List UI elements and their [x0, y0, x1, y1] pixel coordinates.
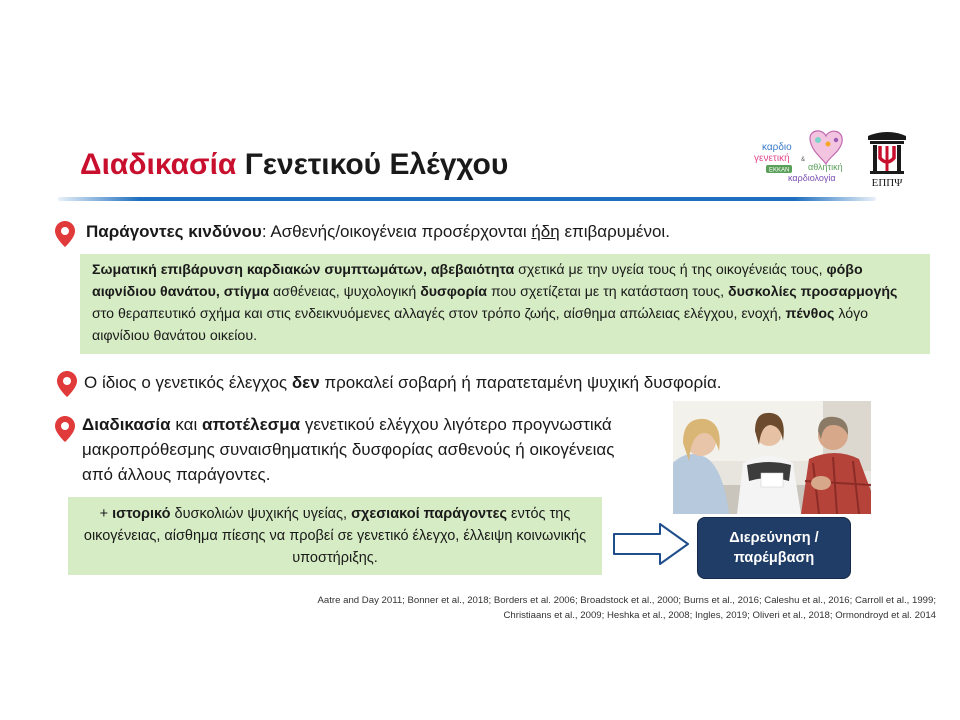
location-pin-icon [57, 371, 77, 397]
box2-text-1: δυσκολιών ψυχικής υγείας, [170, 506, 352, 522]
kardio-line2b: & [801, 157, 806, 163]
bullet1-text-b: επιβαρυμένοι. [559, 222, 670, 241]
location-pin-icon [55, 221, 75, 247]
bullet3-bold-1: Διαδικασία [82, 415, 171, 434]
bullet1-text-a: : Ασθενής/οικογένεια προσέρχονται [261, 222, 532, 241]
box1-bold-4: δυσκολίες προσαρμογής [728, 284, 898, 300]
references-line1: Aatre and Day 2011; Bonner et al., 2018; Borders et al. 2006; Broadstock et al., 2000; Burns et al., 2016; Caleshu et al., 2016; Carroll et al., 1999; [317, 595, 936, 606]
references-line2: Christiaans et al., 2009; Heshka et al., 2008; Ingles, 2019; Oliveri et al., 2018; Ormondroyd et al. 2014 [503, 610, 936, 621]
bullet1-bold: Παράγοντες κινδύνου [86, 222, 262, 241]
kardio-genetics-logo [752, 128, 854, 188]
box2-text-2: εντός της οικογένειας, αίσθημα πίεσης να προβεί σε γενετικό έλεγχο, έλλειψη κοινωνικής υποστήριξης. [83, 506, 587, 566]
eppsy-label: ΕΠΠΨ [871, 177, 903, 189]
location-pin-icon [55, 416, 75, 442]
box1-text-5: λόγο αιφνίδιου θανάτου οικείου. [92, 306, 869, 344]
bullet2-bold: δεν [291, 373, 320, 392]
kardio-tag: ΕΚΚΑΝ [769, 167, 790, 174]
kardio-line1: καρδιο [762, 142, 792, 153]
bullet-risk-factors [86, 220, 670, 244]
investigation-intervention-box [697, 517, 851, 579]
kardio-line4: καρδιολογία [788, 173, 836, 183]
title-underline [58, 196, 876, 202]
eppsy-logo [862, 128, 912, 190]
right-arrow-icon [612, 521, 690, 567]
bullet3-text-2: γενετικού ελέγχου λιγότερο προγνωστικά μακροπρόθεσμης συναισθηματικής δυσφορίας ασθενούς ή οικογένειας από άλλους παράγοντες. [82, 415, 615, 484]
box1-text-1: σχετικά με την υγεία τους ή της οικογένειάς τους, [514, 262, 827, 278]
bullet-test-not-distressing [84, 371, 722, 395]
additional-factors-box [68, 497, 602, 575]
title-accent: Διαδικασία [80, 148, 237, 181]
box1-text-3: που σχετίζεται με τη κατάσταση τους, [487, 284, 729, 300]
bullet3-text-1: και [170, 415, 202, 434]
counseling-photo [673, 401, 871, 514]
box2-text-0: + [99, 506, 113, 522]
bullet-process-and-result [82, 412, 622, 487]
box2-bold-1: ιστορικό [112, 506, 171, 522]
bullet1-underlined: ήδη [531, 222, 560, 241]
kardio-line3: αθλητική [808, 162, 843, 172]
kardio-line2: γενετική [754, 153, 790, 164]
bullet2-text-a: Ο ίδιος ο γενετικός έλεγχος [84, 373, 292, 392]
references [216, 593, 936, 623]
box1-text-4: στο θεραπευτικό σχήμα και στις ενδεικνυόμενες αλλαγές στον τρόπο ζωής, αίσθημα απώλειας ελέγχου, ενοχή, [92, 306, 786, 322]
risk-factors-box [80, 254, 930, 354]
title-rest: Γενετικού Ελέγχου [244, 148, 509, 181]
box1-bold-3: δυσφορία [420, 284, 488, 300]
slide-title [80, 148, 508, 182]
box1-bold-1: Σωματική επιβάρυνση καρδιακών συμπτωμάτων, αβεβαιότητα [92, 262, 515, 278]
box1-bold-2: φόβο αιφνίδιου θανάτου, στίγμα [92, 262, 863, 300]
box2-bold-2: σχεσιακοί παράγοντες [351, 506, 508, 522]
bullet3-bold-2: αποτέλεσμα [201, 415, 301, 434]
action-label: Διερεύνηση / παρέμβαση [729, 530, 819, 566]
box1-bold-5: πένθος [785, 306, 835, 322]
bullet2-text-b: προκαλεί σοβαρή ή παρατεταμένη ψυχική δυσφορία. [319, 373, 722, 392]
box1-text-2: ασθένειας, ψυχολογική [269, 284, 421, 300]
